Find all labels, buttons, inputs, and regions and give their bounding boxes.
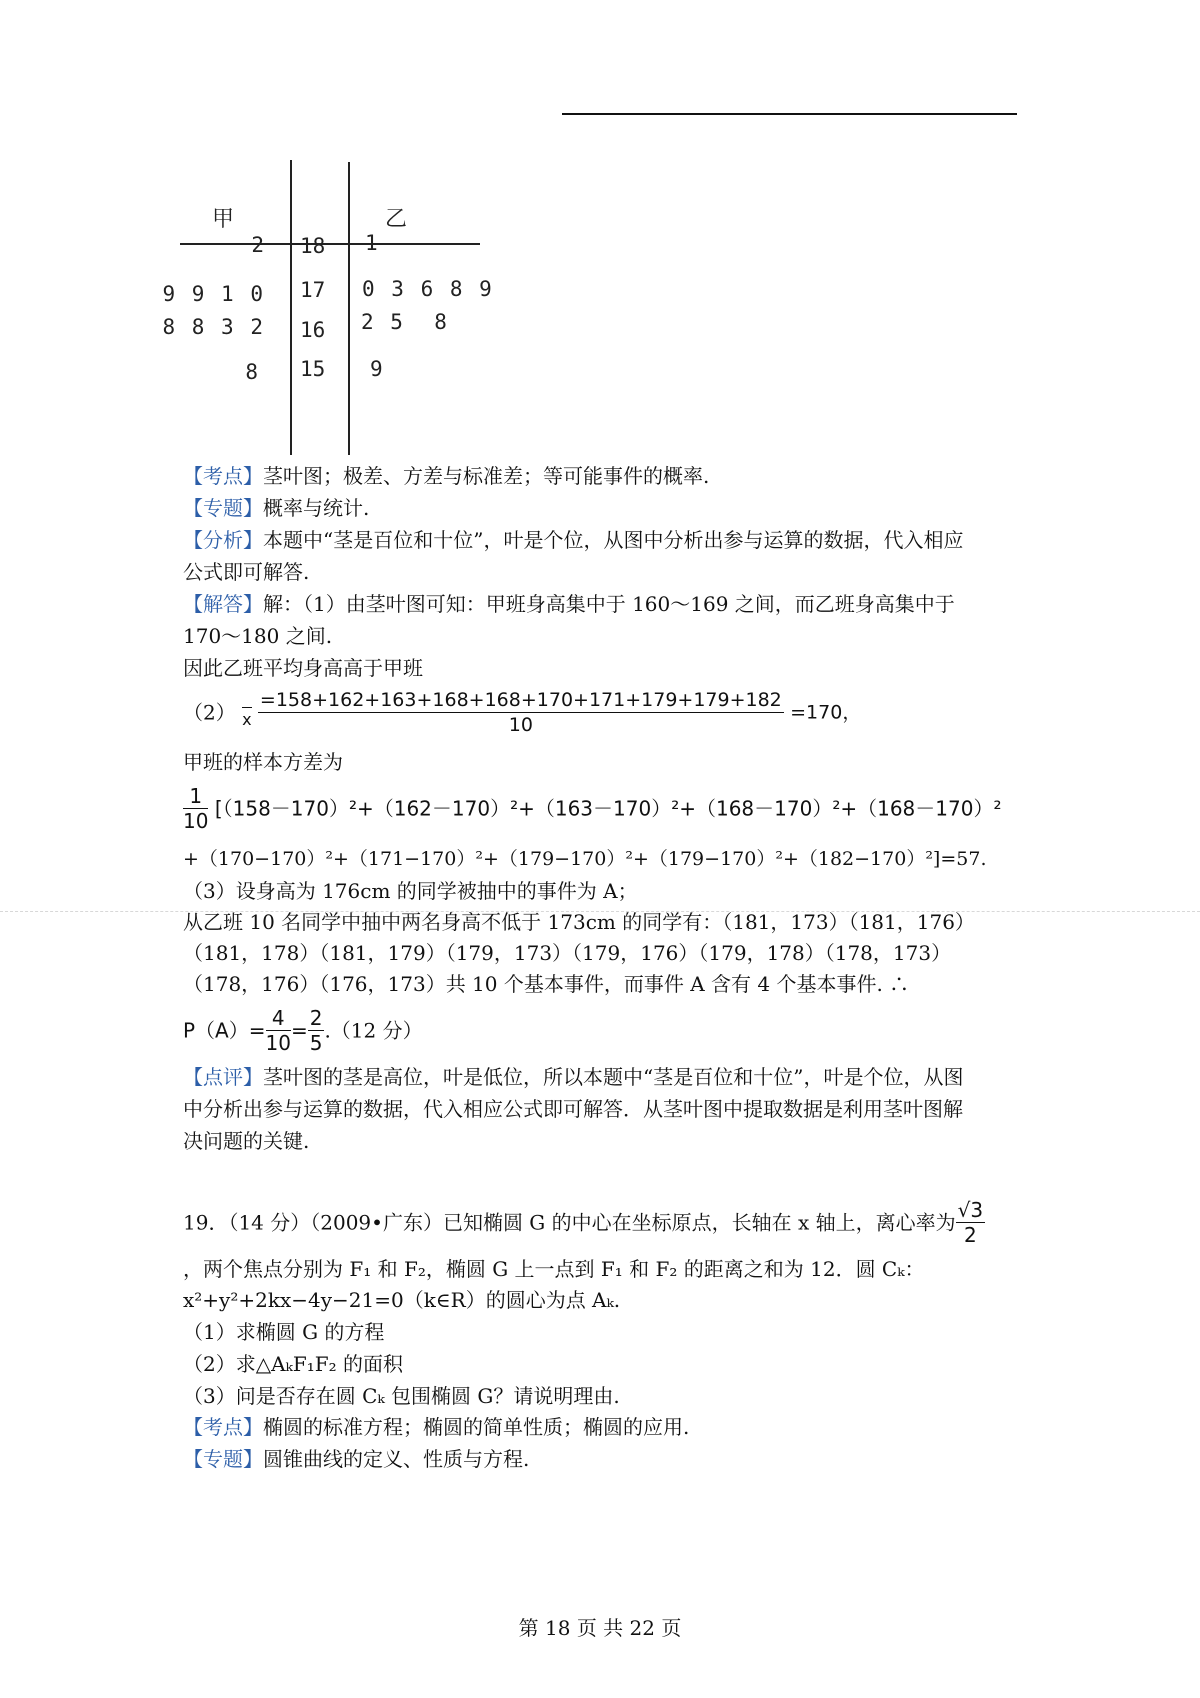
stem-row-2: 17 <box>300 278 326 302</box>
jieda-text-2: 170～180 之间. <box>183 624 333 648</box>
leaf-right-row-4: 9 <box>370 357 385 381</box>
dianping-text-3: 决问题的关键. <box>183 1129 310 1153</box>
q19-sub-3: （3）问是否存在圆 Cₖ 包围椭圆 G？请说明理由. <box>183 1384 620 1408</box>
prob-tail: .（12 分） <box>324 1018 423 1043</box>
variance-continued: +（170−170）²+（171−170）²+（179−170）²+（179−170）²+（182−170）²]=57. <box>183 848 987 870</box>
dianping-tag: 【点评】 <box>183 1065 263 1089</box>
fenxi-text: 本题中“茎是百位和十位”，叶是个位，从图中分析出参与运算的数据，代入相应 <box>263 528 964 552</box>
q19-line-2: ，两个焦点分别为 F₁ 和 F₂，椭圆 G 上一点到 F₁ 和 F₂ 的距离之和为 12．圆 Cₖ： <box>183 1257 925 1281</box>
plot-divider-left <box>290 160 292 455</box>
variance-terms: [（158－170）²+（162－170）²+（163－170）²+（168－170）²+（168－170）² <box>214 796 1002 821</box>
leaf-right-row-1: 1 <box>365 231 380 255</box>
solution-pairs-3: （178，176）（176，173）共 10 个基本事件，而事件 A 含有 4 个基本事件. ∴ <box>183 972 910 996</box>
header-jia: 甲 <box>212 207 235 232</box>
leaf-right-row-3: 2 5 8 <box>361 310 449 334</box>
solution-pairs-2: （181，178）（181，179）（179，173）（179，176）（179，178）（178，173） <box>183 941 952 965</box>
header-yi: 乙 <box>385 207 408 232</box>
jieda-text-1: 解：（1）由茎叶图可知：甲班身高集中于 160～169 之间，而乙班身高集中于 <box>263 592 955 616</box>
q19-sub-2: （2）求△AₖF₁F₂ 的面积 <box>183 1352 403 1376</box>
leaf-left-row-1: 2 <box>251 233 266 257</box>
zhuanti2-tag: 【专题】 <box>183 1447 263 1471</box>
mean-xbar: x <box>242 693 251 732</box>
stem-row-1: 18 <box>300 234 326 258</box>
plot-header-rule <box>180 243 480 245</box>
leaf-left-row-3: 8 8 3 2 <box>162 315 265 339</box>
jieda-tag: 【解答】 <box>183 592 263 616</box>
dianping-line <box>183 1064 963 1090</box>
zhuanti2-line <box>183 1446 529 1472</box>
fenxi-line-2: 公式即可解答. <box>183 560 310 584</box>
q19-sub-1: （1）求椭圆 G 的方程 <box>183 1320 385 1344</box>
kaodian2-tag: 【考点】 <box>183 1415 263 1439</box>
prob-fraction-1: $\frac{4}{10}$ <box>265 1006 291 1055</box>
kaodian-tag: 【考点】 <box>183 464 263 488</box>
mean-denominator: 10 <box>508 714 533 736</box>
zhuanti-tag: 【专题】 <box>183 496 263 520</box>
leaf-left-row-4: 8 <box>245 360 260 384</box>
kaodian2-line <box>183 1414 689 1440</box>
probability-formula <box>183 1006 423 1055</box>
prob-lhs: P（A）= <box>183 1018 266 1043</box>
zhuanti2-text: 圆锥曲线的定义、性质与方程. <box>263 1447 530 1471</box>
mean-formula <box>183 688 861 737</box>
dianping-text-1: 茎叶图的茎是高位，叶是低位，所以本题中“茎是百位和十位”，叶是个位，从图 <box>263 1065 964 1089</box>
dianping-text-2: 中分析出参与运算的数据，代入相应公式即可解答．从茎叶图中提取数据是利用茎叶图解 <box>183 1097 963 1121</box>
prob-eq: = <box>290 1018 308 1043</box>
zhuanti-text: 概率与统计. <box>263 496 370 520</box>
kaodian2-text: 椭圆的标准方程；椭圆的简单性质；椭圆的应用. <box>263 1415 690 1439</box>
q19-line-3: x²+y²+2kx−4y−21=0（k∈R）的圆心为点 Aₖ. <box>183 1288 621 1312</box>
plot-divider-right <box>348 162 350 455</box>
stem-row-4: 15 <box>300 357 326 381</box>
q19-line-1 <box>183 1198 985 1247</box>
stem-leaf-plot <box>162 160 510 455</box>
solution-pairs-1: 从乙班 10 名同学中抽中两名身高不低于 173cm 的同学有：（181，173）（181，176） <box>183 910 975 934</box>
variance-intro: 甲班的样本方差为 <box>183 750 343 774</box>
fenxi-tag: 【分析】 <box>183 528 263 552</box>
eccentricity-fraction: $\frac{√3}{2}$ <box>957 1198 984 1247</box>
mean-prefix: （2） <box>183 700 236 725</box>
prob-fraction-2: $\frac{2}{5}$ <box>309 1006 323 1055</box>
mean-result: =170， <box>790 701 862 724</box>
leaf-right-row-2: 0 3 6 8 9 <box>362 277 494 301</box>
mean-fraction <box>258 688 784 737</box>
jieda-line <box>183 591 955 617</box>
fenxi-line <box>183 527 963 553</box>
kaodian-text: 茎叶图；极差、方差与标准差；等可能事件的概率. <box>263 464 710 488</box>
page-footer: 第 18 页 共 22 页 <box>518 1616 682 1640</box>
kaodian-line <box>183 463 709 489</box>
q19-text-1: 19．（14 分）（2009•广东）已知椭圆 G 的中心在坐标原点，长轴在 x 轴上，离心率为 <box>183 1210 956 1235</box>
variance-formula <box>183 784 1001 833</box>
leaf-left-row-2: 9 9 1 0 <box>162 282 265 306</box>
stem-row-3: 16 <box>300 318 326 342</box>
solution-part-3: （3）设身高为 176cm 的同学被抽中的事件为 A； <box>183 879 638 903</box>
variance-fraction: $\frac{1}{10}$ <box>183 784 209 833</box>
answer-blank-line <box>562 113 1017 115</box>
jieda-text-3: 因此乙班平均身高高于甲班 <box>183 656 423 680</box>
zhuanti-line <box>183 495 369 521</box>
mean-numerator: =158+162+163+168+168+170+171+179+179+182 <box>259 689 782 711</box>
